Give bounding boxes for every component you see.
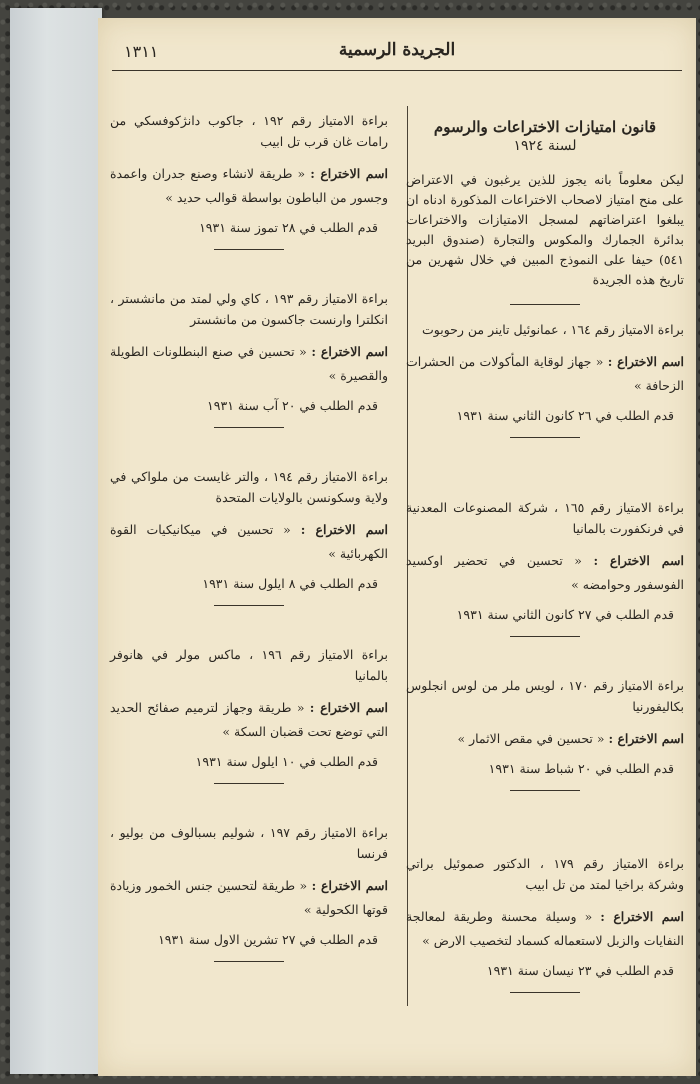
- application-date: قدم الطلب في ٢٧ تشرين الاول سنة ١٩٣١: [158, 932, 378, 947]
- invention-text: [406, 905, 684, 953]
- separator-line: [510, 437, 580, 438]
- patent-entry: [110, 110, 388, 288]
- binding-flap: [10, 8, 102, 1074]
- separator-line: [214, 427, 284, 428]
- application-date: قدم الطلب في ٢٧ كانون الثاني سنة ١٩٣١: [456, 607, 674, 623]
- patent-heading: براءة الامتياز رقم ١٩٧ ، شوليم بسبالوف من بوليو ، فرنسا: [110, 825, 388, 861]
- invention-text: [406, 549, 684, 597]
- patent-heading: براءة الامتياز رقم ١٧٩ ، الدكتور صموئيل براتي وشركة براخيا لمتد من تل ابيب: [406, 856, 685, 893]
- patent-entry: [406, 497, 684, 675]
- invention-name: « طريقة لتحسين جنس الخمور وزيادة قوتها الكحولية »: [110, 878, 388, 917]
- document-page: [98, 18, 696, 1076]
- patent-heading: براءة الامتياز رقم ١٦٤ ، عمانوئيل تاينر من رحوبوت: [422, 322, 684, 338]
- invention-text: [110, 518, 388, 566]
- invention-text: [110, 696, 388, 744]
- invention-text: [406, 350, 684, 398]
- application-date: قدم الطلب في ١٠ ايلول سنة ١٩٣١: [195, 754, 378, 769]
- invention-text: [110, 162, 388, 210]
- right-column: [406, 110, 684, 1007]
- separator-line: [214, 961, 284, 962]
- gazette-title: الجريدة الرسمية: [338, 40, 456, 60]
- separator-line: [214, 605, 284, 606]
- invention-label: اسم الاختراع :: [311, 344, 389, 359]
- application-date: قدم الطلب في ٨ ايلول سنة ١٩٣١: [202, 576, 378, 591]
- patent-entry: [406, 319, 684, 497]
- page-number: ١٣١١: [124, 42, 159, 61]
- invention-name: « وسيلة محسنة وطريقة لمعالجة النفايات والزبل لاستعماله كسماد لتخصيب الارض »: [406, 909, 684, 949]
- invention-name: « طريقة لانشاء وصنع جدران واعمدة وجسور من الباطون بواسطة قوالب حديد »: [110, 166, 388, 205]
- invention-label: اسم الاختراع :: [310, 166, 388, 181]
- patent-entry: [110, 288, 388, 466]
- invention-label: اسم الاختراع :: [593, 553, 684, 569]
- application-date: قدم الطلب في ٢٦ كانون الثاني سنة ١٩٣١: [456, 408, 674, 424]
- patent-heading: براءة الامتياز رقم ١٩٤ ، والتر غايست من ملواكي في ولاية وسكونسن بالولايات المتحدة: [110, 469, 388, 505]
- separator-line: [510, 790, 580, 791]
- invention-label: اسم الاختراع :: [607, 354, 684, 370]
- invention-label: اسم الاختراع :: [600, 909, 684, 925]
- patent-entry: [110, 466, 388, 644]
- patent-entry: [110, 822, 388, 962]
- page-header: [112, 40, 682, 71]
- separator-line: [510, 636, 580, 637]
- notice-paragraph: ليكن معلوماً بانه يجوز للذين يرغبون في الاعتراض على منح امتياز لاصحاب الاختراعات المذكورة ادناه ان يبلغوا اعتراضاتهم لمسجل الامتيازات والاختراعات بدائرة الجمارك والمكوس والتجارة (صندوق البريد ٥٤١) حيفا على النموذج المبين في خلال شهرين من تاريخ هذه الجريدة: [406, 172, 684, 287]
- patent-heading: براءة الامتياز رقم ١٩٦ ، ماكس مولر في هانوفر بالمانيا: [110, 647, 388, 683]
- invention-name: « تحسين في صنع البنطلونات الطويلة والقصيرة »: [110, 344, 388, 383]
- patent-heading: براءة الامتياز رقم ١٦٥ ، شركة المصنوعات المعدنية في فرنكفورت بالمانيا: [406, 500, 684, 537]
- application-date: قدم الطلب في ٢٨ تموز سنة ١٩٣١: [199, 220, 378, 235]
- separator-line: [510, 992, 580, 993]
- patent-entry: [406, 853, 684, 993]
- application-date: قدم الطلب في ٢٣ نيسان سنة ١٩٣١: [486, 963, 674, 979]
- application-date: قدم الطلب في ٢٠ آب سنة ١٩٣١: [207, 398, 378, 413]
- invention-text: [110, 340, 388, 388]
- invention-name: « جهاز لوقاية المأكولات من الحشرات الزحافة »: [406, 354, 684, 394]
- patent-heading: براءة الامتياز رقم ١٧٠ ، لويس ملر من لوس انجلوس بكاليفورنيا: [406, 678, 684, 715]
- invention-label: اسم الاختراع :: [300, 522, 388, 537]
- invention-name: « طريقة وجهاز لترميم صفائح الحديد التي توضع تحت قضبان السكة »: [110, 700, 388, 739]
- separator-line: [510, 304, 580, 305]
- invention-label: اسم الاختراع :: [608, 731, 684, 747]
- invention-text: [406, 727, 684, 751]
- application-date: قدم الطلب في ٢٠ شباط سنة ١٩٣١: [488, 761, 674, 777]
- invention-text: [110, 874, 388, 922]
- invention-name: « تحسين في مقص الاثمار »: [457, 731, 605, 747]
- invention-name: « تحسين في تحضير اوكسيد الفوسفور وحوامضه »: [406, 553, 684, 593]
- patent-heading: براءة الامتياز رقم ١٩٢ ، جاكوب دانژكوفسكي من رامات غان قرب تل ابيب: [110, 113, 388, 149]
- patent-heading: براءة الامتياز رقم ١٩٣ ، كاي ولي لمتد من مانشستر ، انكلترا وارنست جاكسون من مانشستر: [110, 291, 388, 327]
- separator-line: [214, 783, 284, 784]
- separator-line: [214, 249, 284, 250]
- law-year: لسنة ١٩٢٤: [513, 138, 577, 154]
- law-title: قانون امتيازات الاختراعات والرسوم: [433, 118, 657, 136]
- patent-entry: [110, 644, 388, 822]
- left-column: [110, 110, 388, 976]
- patent-entry: [406, 675, 684, 853]
- invention-label: اسم الاختراع :: [311, 878, 388, 893]
- invention-label: اسم الاختراع :: [309, 700, 388, 715]
- invention-name: « تحسين في ميكانيكيات القوة الكهربائية »: [110, 522, 388, 561]
